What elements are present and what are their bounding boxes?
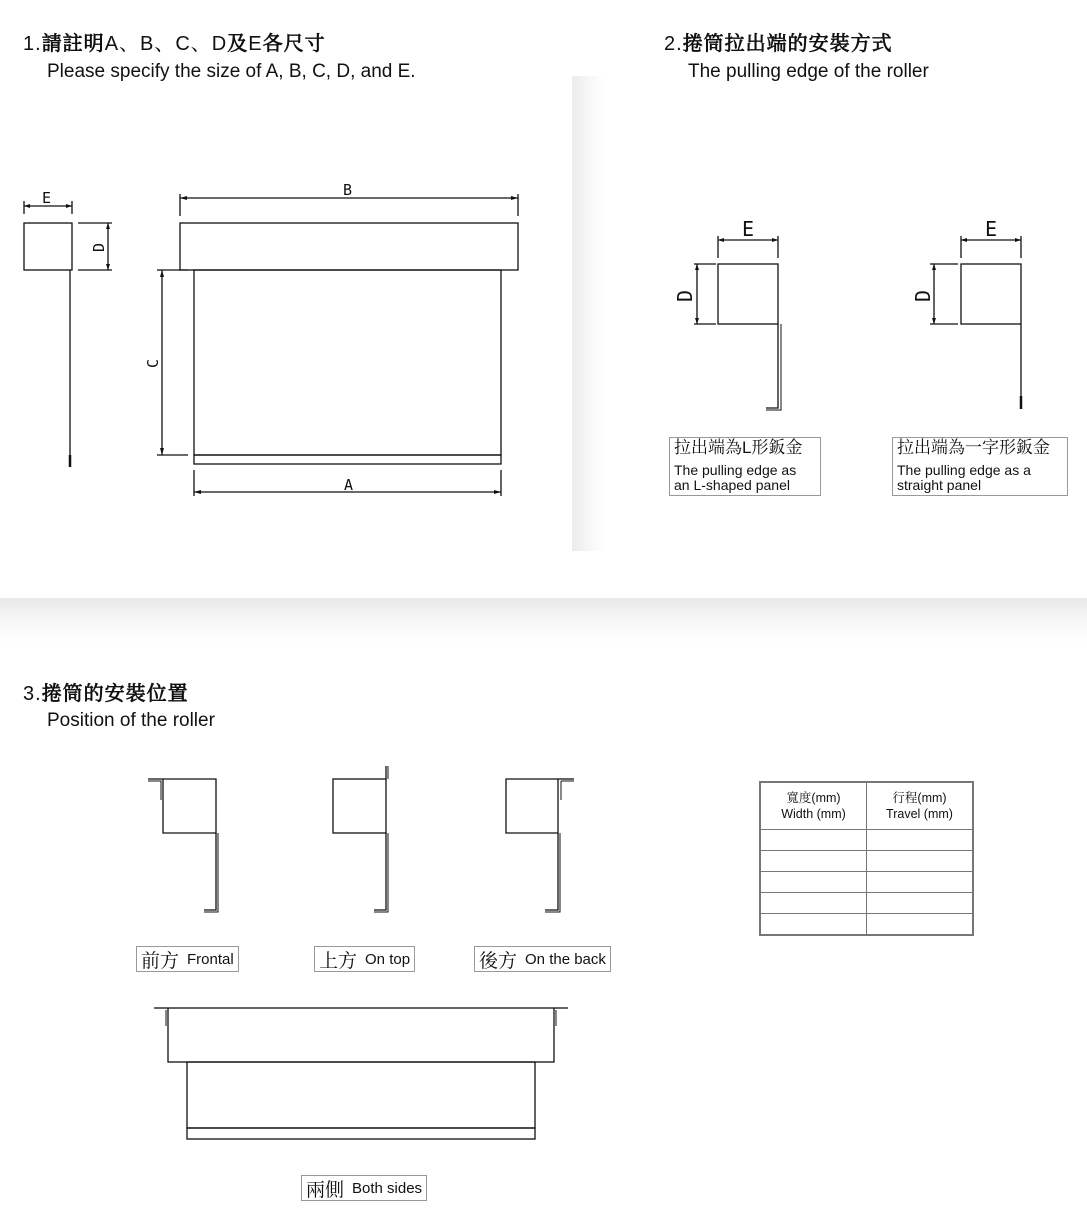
section1-subtitle: Please specify the size of A, B, C, D, and E. <box>47 61 416 82</box>
travel-column-header <box>867 782 974 830</box>
section1-title-part2: 及 <box>227 33 249 55</box>
section1-title-part3: 各尺寸 <box>262 33 326 55</box>
both-sides-label <box>301 1175 427 1201</box>
l-shaped-label-cn: 拉出端為L形鈑金 <box>674 438 803 457</box>
section2-title-text: 捲筒拉出端的安裝方式 <box>682 33 893 55</box>
straight-label-en-1: The pulling edge as a <box>897 461 1031 478</box>
on-the-back-label-en: On the back <box>525 950 606 968</box>
front-dim-c-label: C <box>144 358 162 368</box>
both-sides-label-cn: 兩側 <box>306 1179 345 1201</box>
on-the-back-position-drawing <box>506 779 574 912</box>
table-row <box>760 830 973 851</box>
travel-cell[interactable] <box>867 893 974 914</box>
front-view-drawing <box>144 181 518 496</box>
front-dim-b-label: B <box>343 181 353 199</box>
on-top-position-drawing <box>333 766 388 912</box>
width-header-en: Width (mm) <box>781 807 846 821</box>
table-row <box>760 893 973 914</box>
travel-header-en: Travel (mm) <box>886 807 953 821</box>
travel-header-cn: 行程(mm) <box>892 790 947 805</box>
side-dim-e-label: E <box>42 189 52 207</box>
l-shaped-panel-label <box>669 437 821 496</box>
on-the-back-label-cn: 後方 <box>479 950 518 972</box>
width-cell[interactable] <box>760 914 867 936</box>
both-sides-position-drawing <box>154 1008 568 1139</box>
on-top-label-en: On top <box>365 950 411 968</box>
table-row <box>760 872 973 893</box>
width-cell[interactable] <box>760 893 867 914</box>
width-cell[interactable] <box>760 872 867 893</box>
l-shaped-label-en-2: an L-shaped panel <box>674 477 790 494</box>
travel-cell[interactable] <box>867 851 974 872</box>
section1-title-letters: A、B、C、D <box>104 33 228 55</box>
width-column-header <box>760 782 867 830</box>
front-dim-a-label: A <box>344 476 354 494</box>
width-cell[interactable] <box>760 851 867 872</box>
size-table-header-row <box>760 782 973 830</box>
section3-subtitle: Position of the roller <box>47 710 215 731</box>
section1-number: 1. <box>23 33 42 55</box>
size-table <box>759 781 974 936</box>
frontal-label-cn: 前方 <box>141 950 180 972</box>
travel-cell[interactable] <box>867 914 974 936</box>
on-the-back-label <box>474 946 611 972</box>
section2-subtitle: The pulling edge of the roller <box>688 61 929 82</box>
section1-title-letter-e: E <box>248 33 263 55</box>
section1-title-part1: 請註明 <box>41 33 105 55</box>
straight-label-cn: 拉出端為一字形鈑金 <box>897 438 1050 457</box>
frontal-label <box>136 946 239 972</box>
table-row <box>760 914 973 936</box>
straight-panel-dim-d-label: D <box>911 289 935 302</box>
side-view-drawing <box>24 189 112 467</box>
section3-number: 3. <box>23 683 42 705</box>
travel-cell[interactable] <box>867 830 974 851</box>
l-panel-dim-d-label: D <box>673 289 697 302</box>
table-row <box>760 851 973 872</box>
straight-label-en-2: straight panel <box>897 477 982 494</box>
frontal-position-drawing <box>148 779 218 912</box>
l-shaped-panel-drawing <box>673 217 781 410</box>
section3-title-text: 捲筒的安裝位置 <box>41 683 189 705</box>
straight-panel-label <box>892 437 1068 496</box>
straight-panel-drawing <box>911 217 1021 409</box>
width-header-cn: 寬度(mm) <box>786 790 841 805</box>
width-cell[interactable] <box>760 830 867 851</box>
frontal-label-en: Frontal <box>187 950 234 968</box>
both-sides-label-en: Both sides <box>352 1179 423 1197</box>
section2-number: 2. <box>664 33 683 55</box>
l-shaped-label-en-1: The pulling edge as <box>674 461 797 478</box>
straight-panel-dim-e-label: E <box>985 217 998 241</box>
travel-cell[interactable] <box>867 872 974 893</box>
side-dim-d-label: D <box>90 242 108 252</box>
l-panel-dim-e-label: E <box>742 217 755 241</box>
on-top-label-cn: 上方 <box>319 950 358 972</box>
on-top-label <box>314 946 415 972</box>
